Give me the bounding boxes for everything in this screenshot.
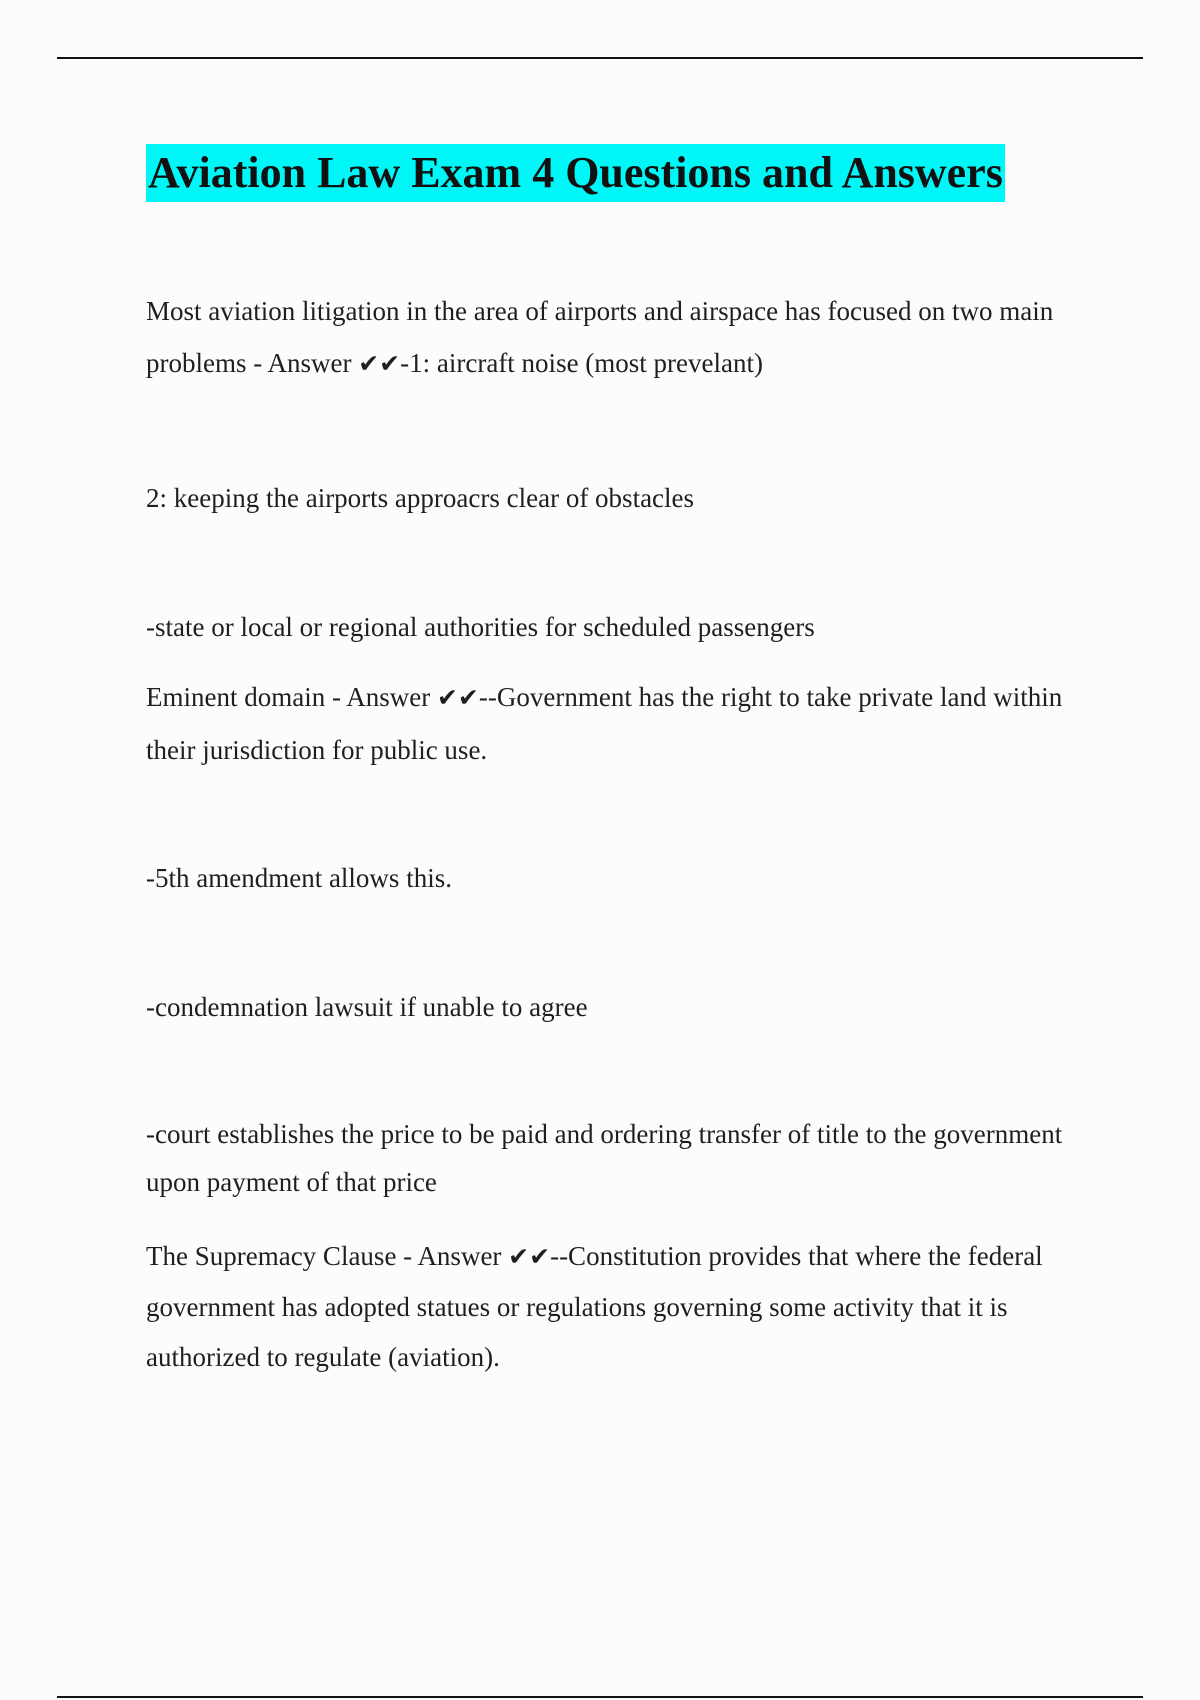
- page-title: Aviation Law Exam 4 Questions and Answers: [146, 144, 1005, 202]
- checkmark-icon: ✔✔: [508, 1242, 551, 1271]
- answer-label: Answer: [417, 1241, 509, 1271]
- qa-item-1: [146, 285, 1106, 390]
- checkmark-icon: ✔✔: [436, 683, 479, 712]
- answer-line: -state or local or regional authorities for scheduled passengers: [146, 612, 815, 642]
- header-rule: [57, 57, 1143, 59]
- title-block: [146, 144, 1005, 202]
- checkmark-icon: ✔✔: [358, 349, 401, 378]
- question-text: Most aviation litigation in the area of airports and airspace has focused on two main problems -: [146, 296, 1054, 378]
- qa-item-2: [146, 671, 1106, 776]
- answer-text: --Constitution provides that where the federal government has adopted statues or regulations governing some activity that it is authorized to regulate (aviation).: [146, 1241, 1043, 1372]
- answer-text: --Government has the right to take private land within their jurisdiction for public use.: [146, 682, 1063, 765]
- answer-label: Answer: [346, 682, 437, 712]
- answer-line: -court establishes the price to be paid and ordering transfer of title to the government upon payment of that price: [146, 1119, 1063, 1197]
- question-text: Eminent domain -: [146, 682, 347, 712]
- answer-line: 2: keeping the airports approacrs clear of obstacles: [146, 483, 695, 513]
- answer-text: -1: aircraft noise (most prevelant): [400, 348, 763, 378]
- qa-item-3: [146, 1231, 1106, 1382]
- question-text: The Supremacy Clause -: [146, 1241, 418, 1271]
- answer-line: -5th amendment allows this.: [146, 863, 452, 893]
- answer-label: Answer: [267, 348, 359, 378]
- answer-line: -condemnation lawsuit if unable to agree: [146, 992, 588, 1022]
- footer-rule: [57, 1696, 1143, 1698]
